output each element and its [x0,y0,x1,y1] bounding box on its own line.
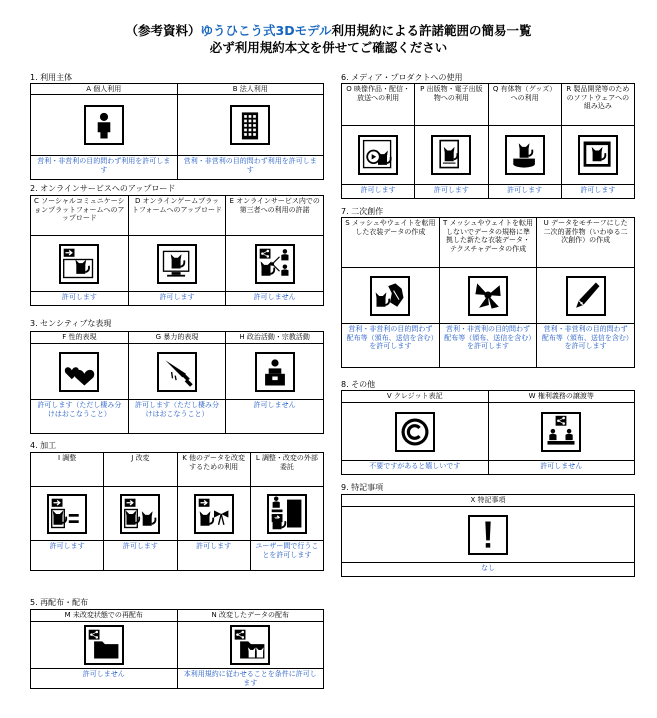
section-title: 7. 二次創作 [341,207,384,216]
permission-item-title: E オンラインサービス内での第三者への利用の許諾 [226,196,323,236]
section-title: 3. センシティブな表現 [30,319,112,328]
permission-item-title: G 暴力的表現 [129,332,226,344]
icon-area [489,403,635,460]
permission-cell [250,453,323,570]
section-grid [341,83,635,199]
permission-cell [342,391,488,474]
title-brand: ゆうひこう式3Dモデル [200,23,332,38]
permission-status: 営利・非営利の目的問わず配布等（頒布、送信を含む）を許可します [440,323,537,367]
permission-item-title: C ソーシャルコミュニケーションプラットフォームへのアップロード [31,196,128,236]
section-8 [341,379,635,475]
permission-cell [177,84,324,179]
icon-area [104,487,176,540]
permission-item-title: S メッシュやウェイトを転用した衣装データの作成 [342,218,439,268]
permission-status: 許可します [31,291,128,305]
permission-cell [561,84,634,198]
section-grid [341,494,635,577]
building-icon [230,105,270,145]
section-6 [341,72,635,199]
icon-area [342,403,488,460]
permission-cell [128,196,226,305]
section-4 [30,440,324,571]
permission-item-title: W 権利義務の譲渡等 [489,391,635,403]
game-platform-icon [157,244,197,284]
section-title: 4. 加工 [30,441,57,450]
permission-item-title: L 調整・改変の外部委託 [251,453,323,487]
icon-area [562,126,634,184]
permission-cell [488,84,561,198]
distribute-modified-icon [230,625,270,665]
icon-area [440,268,537,323]
permission-item-title: B 法人利用 [178,84,324,95]
software-cat-icon [578,135,618,175]
section-1 [30,72,324,180]
speaker-podium-icon [255,352,295,392]
page-title [0,21,657,39]
icon-area [342,126,414,184]
transfer-rights-icon [541,412,581,452]
permission-status: 許可します [104,540,176,570]
section-title: 2. オンラインサービスへのアップロード [30,184,176,193]
permission-cell [225,332,323,433]
permission-cell [31,332,128,433]
icon-area [31,344,128,399]
icon-area [226,344,323,399]
modify-cats-icon [120,494,160,534]
permission-status: 不要ですがあると嬉しいです [342,460,488,474]
permission-item-title: A 個人利用 [31,84,177,95]
permission-item-title: O 映像作品・配信・放送への利用 [342,84,414,126]
permission-item-title: F 性的表現 [31,332,128,344]
permission-status: 許可します [562,184,634,198]
permission-item-title: X 特記事項 [342,495,634,507]
permission-cell [488,391,635,474]
permission-status: 営利・非営利の目的問わず利用を許可します [178,155,324,179]
goods-cat-icon [505,135,545,175]
section-title: 6. メディア・プロダクトへの使用 [341,73,463,82]
icon-area [251,487,323,540]
outsource-icon [267,494,307,534]
icon-area [178,95,324,155]
publication-cat-icon [431,135,471,175]
permission-status: 許可します [178,540,250,570]
redistribute-folder-icon [84,625,124,665]
permission-cell [177,453,250,570]
permission-cell [342,84,414,198]
upload-cat-icon [59,244,99,284]
permission-cell [439,218,537,367]
icon-area [415,126,487,184]
title-prefix: （参考資料） [125,23,201,38]
permission-status: なし [342,562,634,576]
permission-status: 営利・非営利の目的問わず配布等（頒布、送信を含む）を許可します [537,323,634,367]
new-costume-icon [468,276,508,316]
permission-cell [536,218,634,367]
permission-cell [177,610,324,688]
section-title: 1. 利用主体 [30,73,73,82]
icon-area [31,487,103,540]
section-grid [341,390,635,475]
permission-cell [128,332,226,433]
icon-area [178,622,324,668]
permission-item-title: J 改変 [104,453,176,487]
exclamation-icon [468,515,508,555]
permission-status: 許可します [31,540,103,570]
icon-area [31,622,177,668]
copyright-icon [395,412,435,452]
permission-status: 許可します [489,184,561,198]
section-5 [30,597,324,689]
icon-area [31,95,177,155]
section-title: 5. 再配布・配布 [30,598,89,607]
video-cat-icon [358,135,398,175]
permission-status: 許可します（ただし棲み分けはおこなうこと） [31,399,128,433]
section-grid [30,609,324,689]
bloody-knife-icon [157,352,197,392]
permission-cell [225,196,323,305]
permission-cell [31,196,128,305]
share-users-icon [255,244,295,284]
permission-cell [342,495,634,576]
permission-cell [342,218,439,367]
permission-status: 許可しません [31,668,177,688]
section-grid [30,331,324,434]
section-7 [341,206,635,368]
permission-status: ユーザー間で行うことを許可します [251,540,323,570]
icon-area [129,344,226,399]
permission-status: 営利・非営利の目的問わず配布等（頒布、送信を含む）を許可します [342,323,439,367]
section-title: 8. その他 [341,380,376,389]
section-3 [30,318,324,434]
permission-item-title: I 調整 [31,453,103,487]
section-title: 9. 特記事項 [341,483,384,492]
permission-status: 許可します（ただし棲み分けはおこなうこと） [129,399,226,433]
permission-item-title: P 出版物・電子出版物への利用 [415,84,487,126]
permission-cell [31,84,177,179]
permission-item-title: M 未改変状態での再配布 [31,610,177,622]
permission-item-title: R 製品開発等のためのソフトウェアへの組み込み [562,84,634,126]
permission-item-title: D オンラインゲームプラットフォームへのアップロード [129,196,226,236]
icon-area [178,487,250,540]
permission-status: 許可しません [226,291,323,305]
pen-nib-icon [566,276,606,316]
section-2 [30,183,324,306]
icon-area [226,236,323,291]
permission-cell [31,610,177,688]
permission-item-title: Q 有体物（グッズ）への利用 [489,84,561,126]
permission-status: 本利用規約に従わせることを条件に許可します [178,668,324,688]
permission-status: 許可します [342,184,414,198]
permission-cell [103,453,176,570]
icon-area [129,236,226,291]
title-suffix: 利用規約による許諾範囲の簡易一覧 [331,23,532,38]
permission-item-title: U データをモチーフにした二次的著作物（いわゆる二次創作）の作成 [537,218,634,268]
permission-item-title: V クレジット表記 [342,391,488,403]
permission-item-title: T メッシュやウェイトを転用しないでデータの規格に準拠した新たな衣装データ・テクスチャデータの作成 [440,218,537,268]
section-grid [30,195,324,306]
ribbon-cat-icon [194,494,234,534]
permission-item-title: K 他のデータを改変するための利用 [178,453,250,487]
hearts-icon [59,352,99,392]
permission-cell [31,453,103,570]
icon-area [342,507,634,562]
adjust-cat-icon [47,494,87,534]
permission-item-title: N 改変したデータの配布 [178,610,324,622]
costume-cat-icon [370,276,410,316]
permission-status: 許可しません [489,460,635,474]
icon-area [489,126,561,184]
section-grid [30,83,324,180]
permission-status: 営利・非営利の目的問わず利用を許可します [31,155,177,179]
section-grid [30,452,324,571]
permission-status: 許可します [415,184,487,198]
permission-status: 許可します [129,291,226,305]
permission-item-title: H 政治活動・宗教活動 [226,332,323,344]
icon-area [342,268,439,323]
permission-status: 許可しません [226,399,323,433]
section-grid [341,217,635,368]
page-subtitle: 必ず利用規約本文を併せてご確認ください [209,40,448,55]
person-icon [84,105,124,145]
section-9 [341,482,635,577]
icon-area [537,268,634,323]
permission-cell [414,84,487,198]
icon-area [31,236,128,291]
